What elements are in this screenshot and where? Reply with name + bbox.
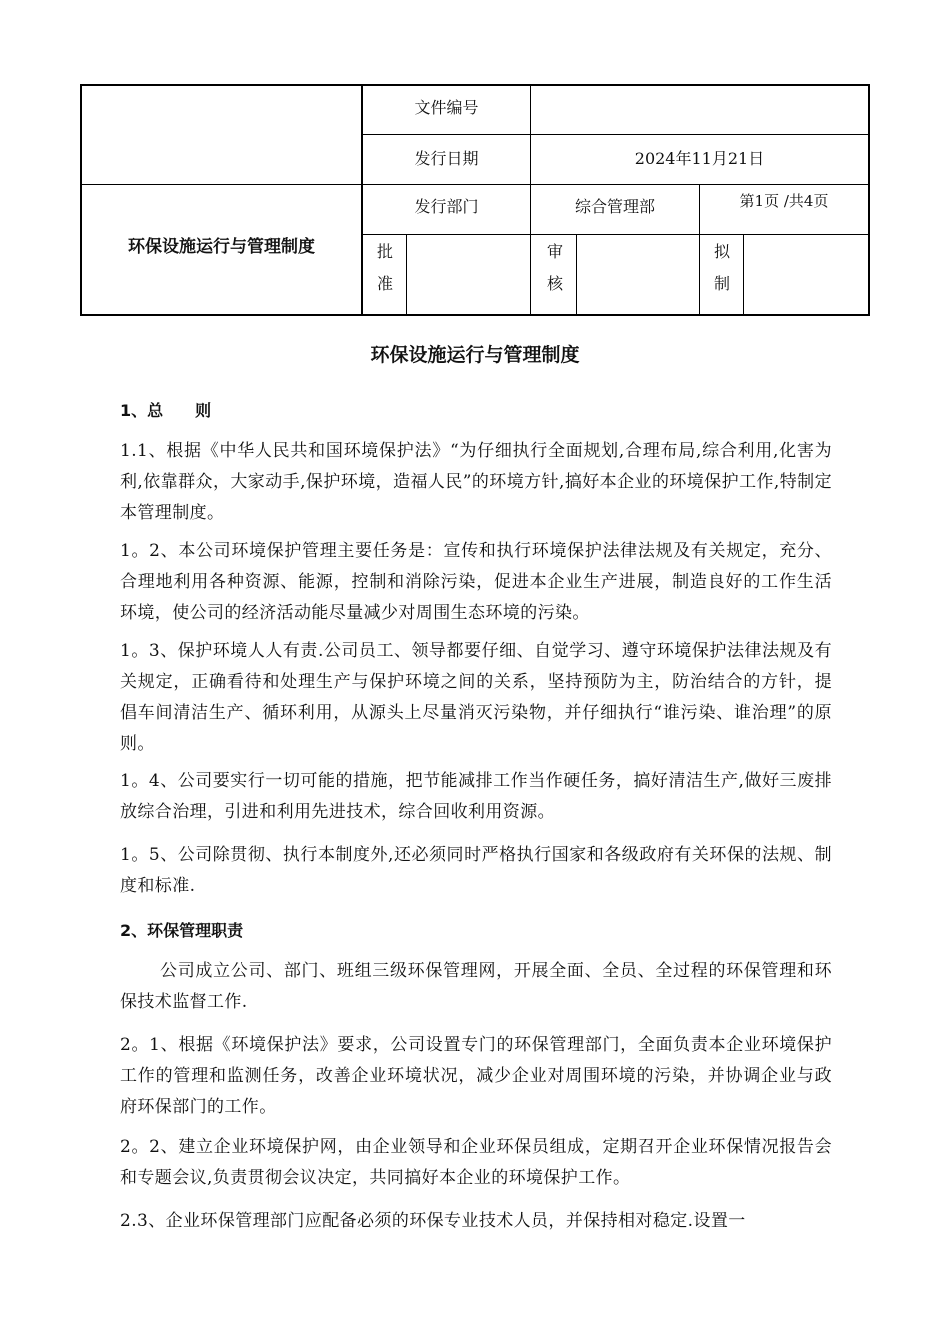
doc-number-value bbox=[531, 86, 868, 134]
draft-label: 拟 制 bbox=[713, 242, 730, 293]
issue-dept-label: 发行部门 bbox=[414, 196, 479, 216]
header-title: 环保设施运行与管理制度 bbox=[128, 236, 315, 257]
document-title: 环保设施运行与管理制度 bbox=[370, 344, 580, 366]
header-table bbox=[80, 84, 870, 316]
paragraph-2-2: 2。2、建立企业环境保护网，由企业领导和企业环保员组成，定期召开企业环保情况报告会和专题会议,负责贯彻会议决定，共同搞好本企业的环境保护工作。 bbox=[120, 1137, 832, 1188]
paragraph-2-3: 2.3、企业环保管理部门应配备必须的环保专业技术人员，并保持相对稳定.设置一 bbox=[120, 1211, 746, 1231]
page-info: 第1页 /共4页 bbox=[739, 191, 829, 210]
issue-date-value: 2024年11月21日 bbox=[634, 149, 765, 168]
section2-heading: 2、环保管理职责 bbox=[120, 921, 244, 940]
paragraph-1-1: 1.1、根据《中华人民共和国环境保护法》“为仔细执行全面规划,合理布局,综合利用,化害为利,依靠群众，大家动手,保护环境，造福人民”的环境方针,搞好本企业的环境保护工作,特制定本管理制度。 bbox=[120, 441, 832, 523]
paragraph-2-1: 2。1、根据《环境保护法》要求，公司设置专门的环保管理部门，全面负责本企业环境保护工作的管理和监测任务，改善企业环境状况，减少企业对周围环境的污染，并协调企业与政府环保部门的工作。 bbox=[120, 1035, 832, 1117]
paragraph-1-5: 1。5、公司除贯彻、执行本制度外,还必须同时严格执行国家和各级政府有关环保的法规、制度和标准. bbox=[120, 845, 832, 896]
approve-label: 批 准 bbox=[376, 242, 393, 293]
paragraph-1-3: 1。3、保护环境人人有责.公司员工、领导都要仔细、自觉学习、遵守环境保护法律法规及有关规定，正确看待和处理生产与保护环境之间的关系，坚持预防为主，防治结合的方针，提倡车间清洁生产、循环利用，从源头上尽量消灭污染物，并仔细执行“谁污染、谁治理”的原则。 bbox=[120, 641, 832, 754]
paragraph-1-2: 1。2、本公司环境保护管理主要任务是：宣传和执行环境保护法律法规及有关规定，充分、合理地利用各种资源、能源，控制和消除污染，促进本企业生产进展，制造良好的工作生活环境，使公司的经济活动能尽量减少对周围生态环境的污染。 bbox=[120, 541, 832, 623]
section1-heading: 1、总 则 bbox=[120, 401, 212, 420]
issue-dept-value: 综合管理部 bbox=[574, 196, 655, 216]
paragraph-1-4: 1。4、公司要实行一切可能的措施，把节能减排工作当作硬任务，搞好清洁生产,做好三废排放综合治理，引进和利用先进技术，综合回收利用资源。 bbox=[120, 771, 832, 822]
paragraph-2-intro: 公司成立公司、部门、班组三级环保管理网，开展全面、全员、全过程的环保管理和环保技术监督工作. bbox=[120, 961, 832, 1012]
review-label: 审 核 bbox=[546, 242, 563, 293]
issue-date-label: 发行日期 bbox=[414, 149, 479, 168]
doc-number-label: 文件编号 bbox=[414, 97, 479, 117]
